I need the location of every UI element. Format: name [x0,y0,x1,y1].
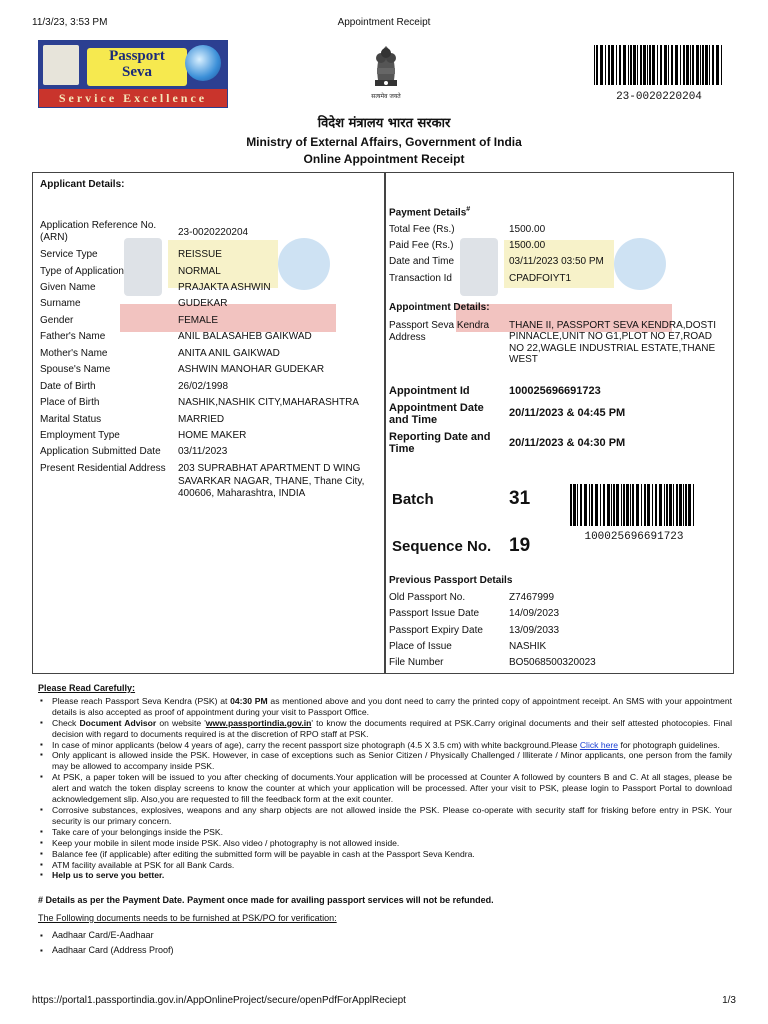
instruction-item: ▪ Take care of your belongings inside the PSK. [52,827,732,838]
label-appointment-datetime: Appointment Date and Time [389,402,484,426]
instruction-item: ▪ Only applicant is allowed inside the PSK. However, in case of exceptions such as Senior Citizen / Physically Challenged / Illiterate / Minor applicants, one person from the family may be allowed to accompany inside PSK. [52,750,732,772]
value-appointment-id: 100025696691723 [509,385,601,397]
instruction-item: ▪ Check Document Advisor on website 'www.passportindia.gov.in' to know the documents required at PSK.Carry original documents and their self attested photocopies. Final decision with regard to documents required is at the discretion of RPO staff at PSK. [52,718,732,740]
instruction-item: ▪ Balance fee (if applicable) after editing the submitted form will be payable in cash at the Passport Seva Kendra. [52,849,732,860]
label-surname: Surname [40,298,81,309]
receipt-title: Online Appointment Receipt [303,152,465,166]
label-employment-type: Employment Type [40,430,120,441]
label-arn: Application Reference No. (ARN) [40,220,157,243]
documents-title: The Following documents needs to be furnished at PSK/PO for verification: [38,913,337,923]
value-batch: 31 [509,488,531,509]
label-old-passport: Old Passport No. [389,592,466,603]
payment-title-text: Payment Details [389,207,467,219]
label-batch: Batch [392,491,434,508]
passport-seva-logo [38,40,228,108]
label-expiry-date: Passport Expiry Date [389,625,483,636]
label-gender: Gender [40,315,74,326]
label-father-name: Father's Name [40,331,106,342]
appointment-section-title: Appointment Details: [389,302,490,313]
value-application-type: NORMAL [178,266,221,277]
value-sequence: 19 [509,535,531,556]
value-submitted-date: 03/11/2023 [178,446,228,457]
instructions-list [38,696,732,881]
value-gender: FEMALE [178,315,219,326]
label-issue-date: Passport Issue Date [389,608,480,619]
label-address: Present Residential Address [40,463,166,474]
national-emblem-icon [366,40,406,102]
value-surname: GUDEKAR [178,298,228,309]
label-given-name: Given Name [40,282,96,293]
label-sequence: Sequence No. [392,538,492,555]
value-transaction-id: CPADFOIYT1 [509,273,572,284]
instructions-title: Please Read Carefully: [38,683,136,693]
value-mother-name: ANITA ANIL GAIKWAD [178,348,280,359]
label-service-type: Service Type [40,249,98,260]
value-old-passport: Z7467999 [509,592,555,603]
appointment-barcode [570,484,698,526]
value-reporting-datetime: 20/11/2023 & 04:30 PM [509,437,626,449]
document-item: ▪ Aadhaar Card/E-Aadhaar [52,928,174,943]
print-datetime: 11/3/23, 3:53 PM [32,17,108,28]
instruction-item: ▪ At PSK, a paper token will be issued to you after checking of documents.Your application will be processed at Counter A followed by counters B and C. At all stages, please be alert and watch the token display screens to know the counter at which your application will be processed. After your visit to PSK, please login to Passport Portal to download acknowledgement slip. Also,you are requested to fill the feedback form at the exit counter. [52,772,732,805]
value-psk-address: THANE II, PASSPORT SEVA KENDRA,DOSTI PINNACLE,UNIT NO G1,PLOT NO E7,ROAD NO 22,WAGLE INDUSTRIAL ESTATE,THANE WEST [509,320,717,365]
value-spouse-name: ASHWIN MANOHAR GUDEKAR [178,364,325,375]
click-here-link[interactable]: Click here [579,739,619,750]
instruction-item: ▪ Keep your mobile in silent mode inside PSK. Also video / photography is not allowed inside. [52,838,732,849]
label-spouse-name: Spouse's Name [40,364,111,375]
emblem-motto: सत्यमेव जयते [371,93,401,100]
logo-line2: Seva [122,64,152,80]
payment-section-title [389,206,470,218]
value-total-fee: 1500.00 [509,224,546,235]
value-payment-datetime: 03/11/2023 03:50 PM [509,256,604,267]
emblem-icon [43,45,79,85]
label-mother-name: Mother's Name [40,348,108,359]
value-arn: 23-0020220204 [178,227,249,238]
value-employment-type: HOME MAKER [178,430,247,441]
label-paid-fee: Paid Fee (Rs.) [389,240,454,251]
value-file-number: BO5068500320023 [509,657,596,668]
arn-barcode-bars [594,45,724,85]
document-item: ▪ Aadhaar Card (Address Proof) [52,943,174,958]
label-payment-datetime: Date and Time [389,256,455,267]
instruction-item: ▪ Help us to serve you better. [52,870,732,881]
applicant-section-title: Applicant Details: [40,179,125,190]
appointment-barcode-text: 100025696691723 [584,531,684,543]
label-psk-address: Passport Seva Kendra Address [389,320,490,343]
value-place-of-birth: NASHIK,NASHIK CITY,MAHARASHTRA [178,397,359,408]
value-given-name: PRAJAKTA ASHWIN [178,282,271,293]
instructions [38,683,732,881]
logo-line1: Passport [109,48,165,64]
arn-barcode [594,45,724,85]
instruction-item: ▪ In case of minor applicants (below 4 years of age), carry the recent passport size photograph (4.5 X 3.5 cm) with white background.Please Click here for photograph guidelines. [52,740,732,751]
label-place-of-issue: Place of Issue [389,641,452,652]
column-divider [384,172,386,674]
value-paid-fee: 1500.00 [509,240,546,251]
value-date-of-birth: 26/02/1998 [178,381,229,392]
footer-url: https://portal1.passportindia.gov.in/AppOnlineProject/secure/openPdfForApplReciept [32,995,406,1006]
label-place-of-birth: Place of Birth [40,397,100,408]
globe-icon [185,45,221,81]
value-address: 203 SUPRABHAT APARTMENT D WING SAVARKAR NAGAR, THANE, Thane City, 400606, Maharashtra, INDIA [178,463,365,499]
value-place-of-issue: NASHIK [509,641,547,652]
label-submitted-date: Application Submitted Date [40,446,161,457]
logo-title [87,48,187,86]
value-service-type: REISSUE [178,249,222,260]
label-total-fee: Total Fee (Rs.) [389,224,455,235]
payment-note: # Details as per the Payment Date. Payment once made for availing passport services will not be refunded. [38,895,494,905]
label-reporting-datetime: Reporting Date and Time [389,431,491,455]
label-marital-status: Marital Status [40,414,102,425]
previous-passport-section-title: Previous Passport Details [389,575,513,586]
instruction-item: ▪ Please reach Passport Seva Kendra (PSK) at 04:30 PM as mentioned above and you dont need to carry the printed copy of appointment receipt. An SMS with your appointment details is also accepted as proof of appointment during your visit to Passport Office. [52,696,732,718]
appointment-barcode-bars [570,484,698,526]
ministry-title: Ministry of External Affairs, Government of India [246,135,522,149]
label-appointment-id: Appointment Id [389,385,470,397]
ministry-title-hindi: विदेश मंत्रालय भारत सरकार [317,116,451,131]
label-transaction-id: Transaction Id [389,273,452,284]
payment-title-superscript: # [466,206,471,213]
label-file-number: File Number [389,657,444,668]
instruction-item: ▪ ATM facility available at PSK for all Bank Cards. [52,860,732,871]
value-expiry-date: 13/09/2033 [509,625,560,636]
arn-barcode-text: 23-0020220204 [616,91,702,103]
documents-list [38,928,174,958]
value-issue-date: 14/09/2023 [509,608,560,619]
label-date-of-birth: Date of Birth [40,381,96,392]
value-appointment-datetime: 20/11/2023 & 04:45 PM [509,407,626,419]
print-title: Appointment Receipt [337,17,431,28]
instruction-item: ▪ Corrosive substances, explosives, weapons and any sharp objects are not allowed inside the PSK. Please co-operate with security staff for frisking before entry in PSK. Your security is our primary concern. [52,805,732,827]
footer-page-number: 1/3 [722,995,736,1006]
value-marital-status: MARRIED [178,414,225,425]
website-text: www.passportindia.gov.in [205,717,312,728]
value-father-name: ANIL BALASAHEB GAIKWAD [178,331,312,342]
logo-tagline: Service Excellence [39,89,227,107]
label-application-type: Type of Application [40,266,124,277]
